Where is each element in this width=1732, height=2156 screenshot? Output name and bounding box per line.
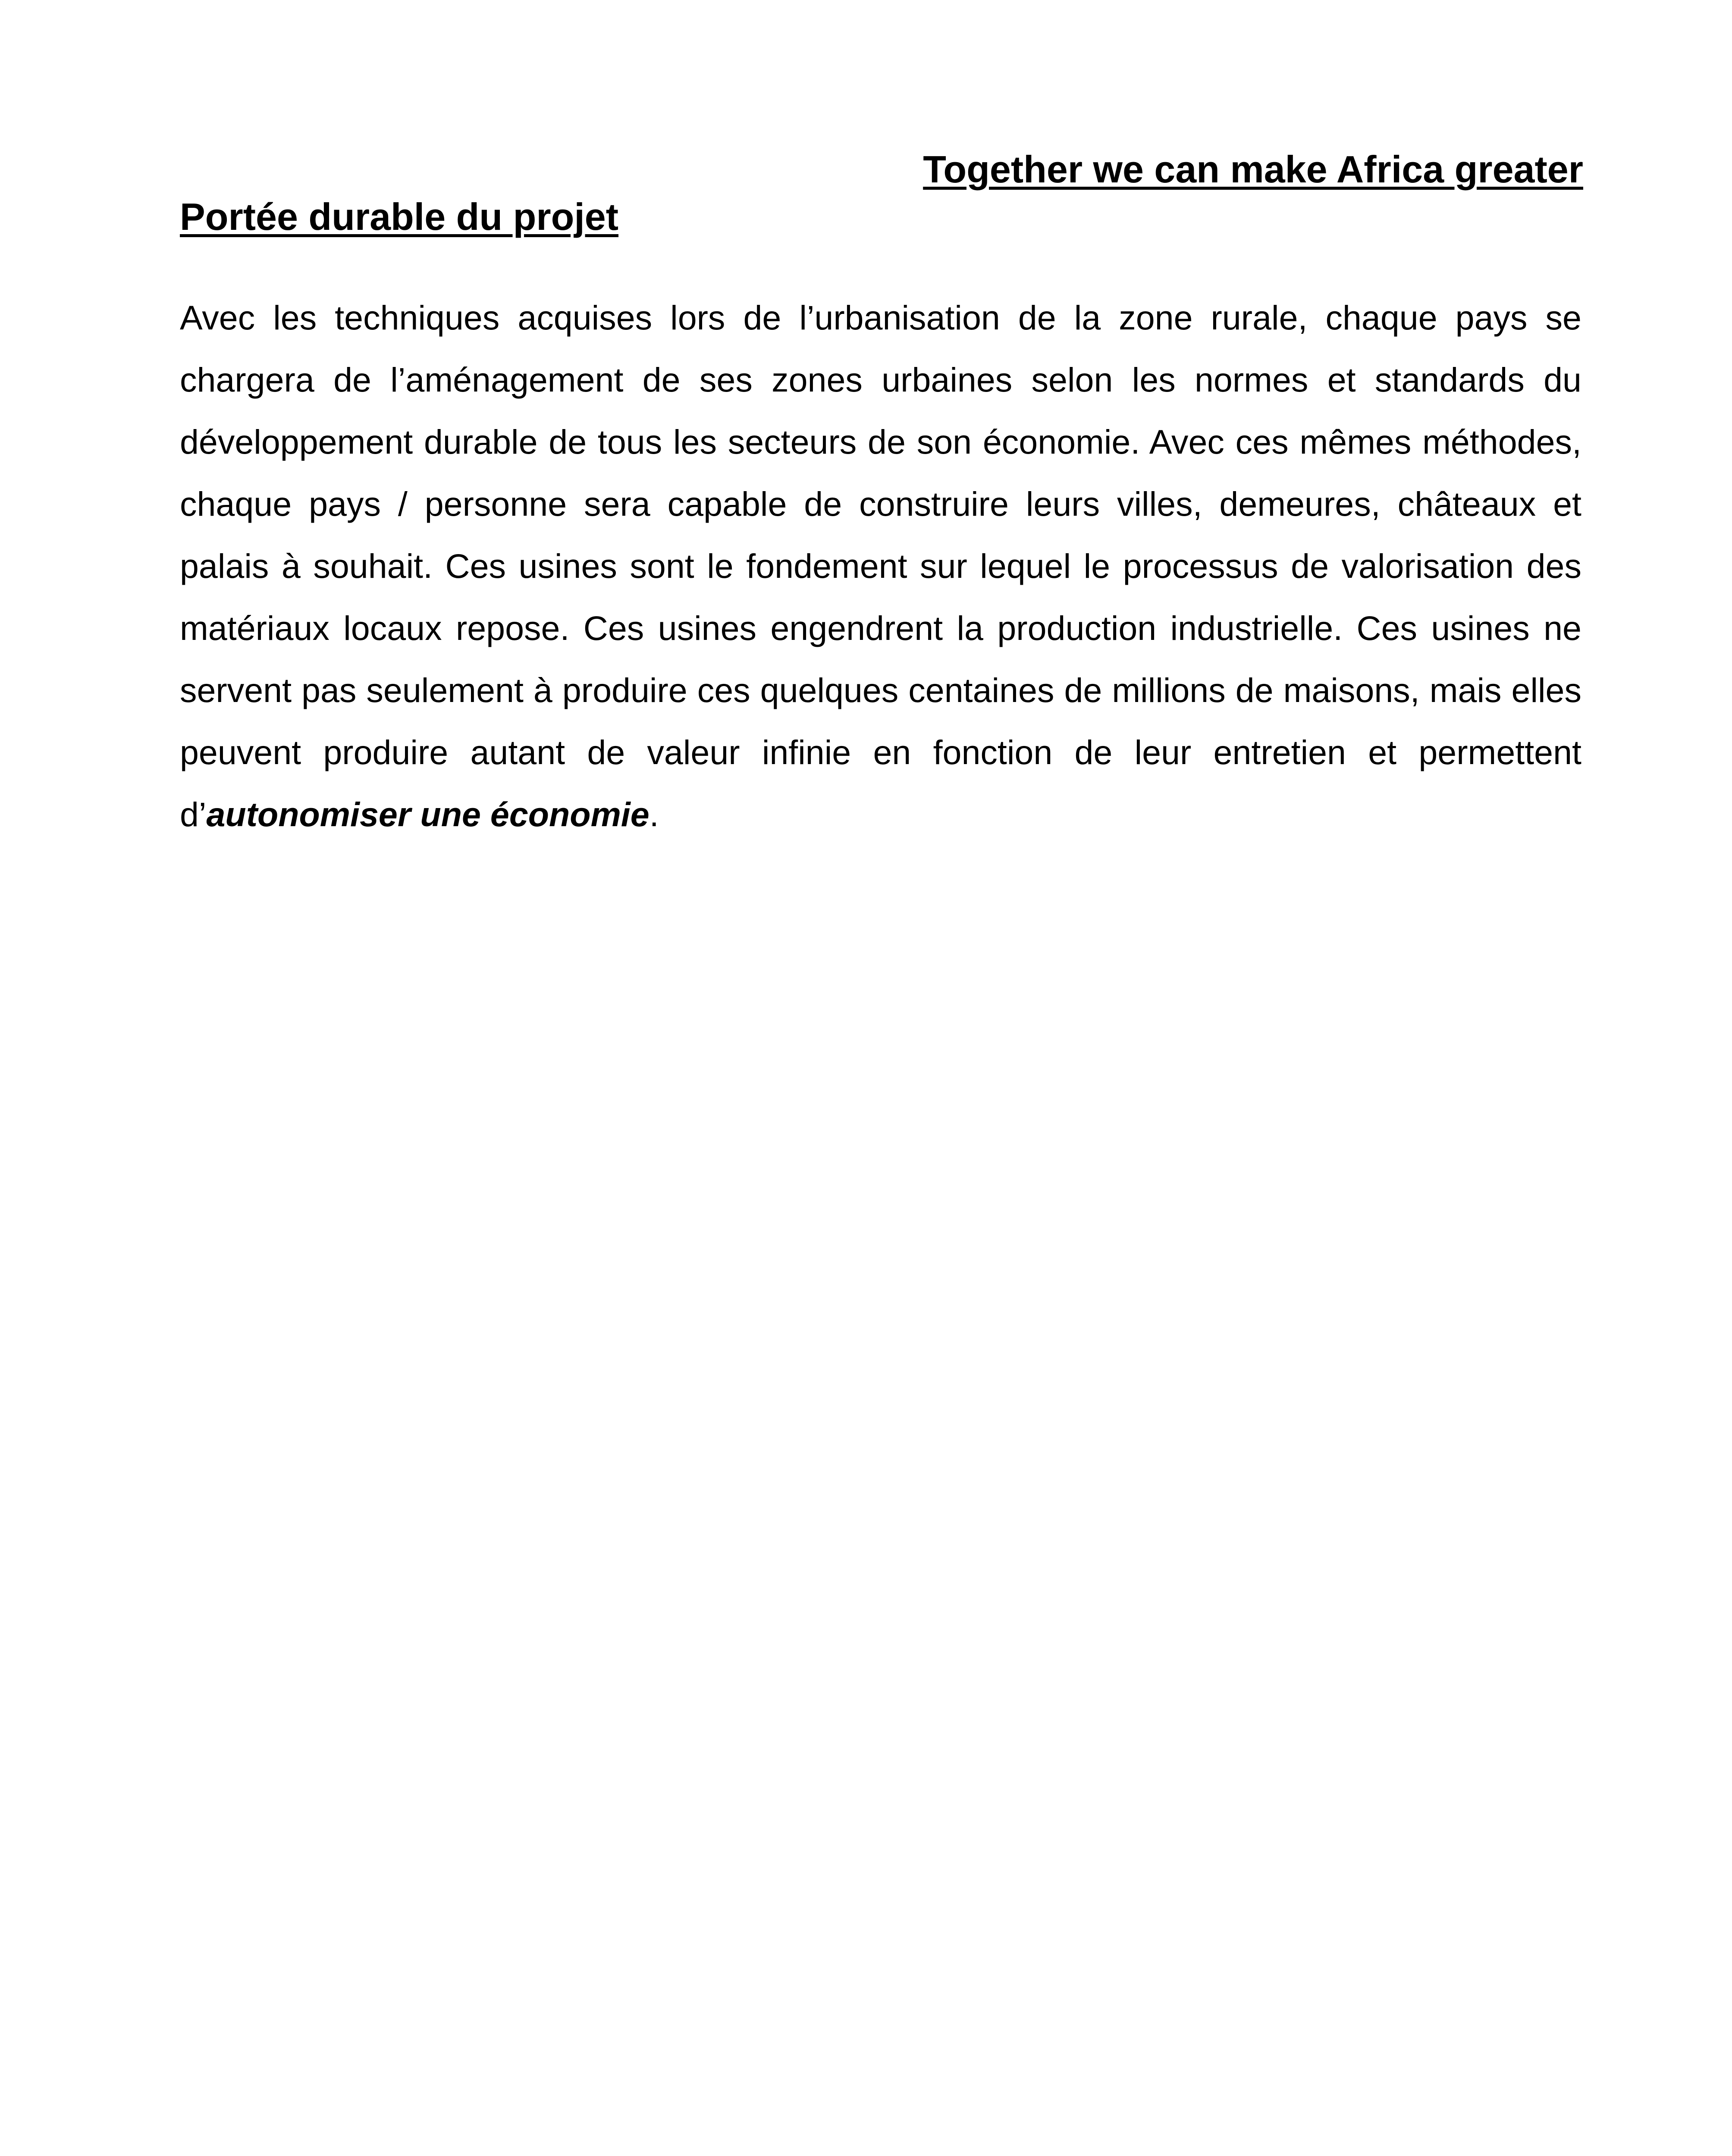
paragraph-text: Avec les techniques acquises lors de l’urbanisation de la zone rurale, chaque pays se chargera de l’aménagement de ses zones urbaines selon les normes et standards du développement durable de tous les secteurs de son économie. Avec ces mêmes méthodes, chaque pays / personne sera capable de construire leurs villes, demeures, châteaux et palais à souhait. Ces usines sont le fondement sur lequel le processus de valorisation des matériaux locaux repose. Ces usines engendrent la production industrielle. Ces usines ne servent pas seulement à produire ces quelques centaines de millions de maisons, mais elles peuvent produire autant de valeur infinie en fonction de leur entretien et permettent d’ bbox=[180, 298, 1581, 834]
paragraph-end: . bbox=[649, 795, 659, 834]
body-paragraph bbox=[180, 287, 1581, 846]
section-heading: Portée durable du projet bbox=[180, 195, 619, 238]
paragraph-emphasis: autonomiser une économie bbox=[206, 795, 650, 834]
page-header-title: Together we can make Africa greater bbox=[923, 148, 1583, 191]
